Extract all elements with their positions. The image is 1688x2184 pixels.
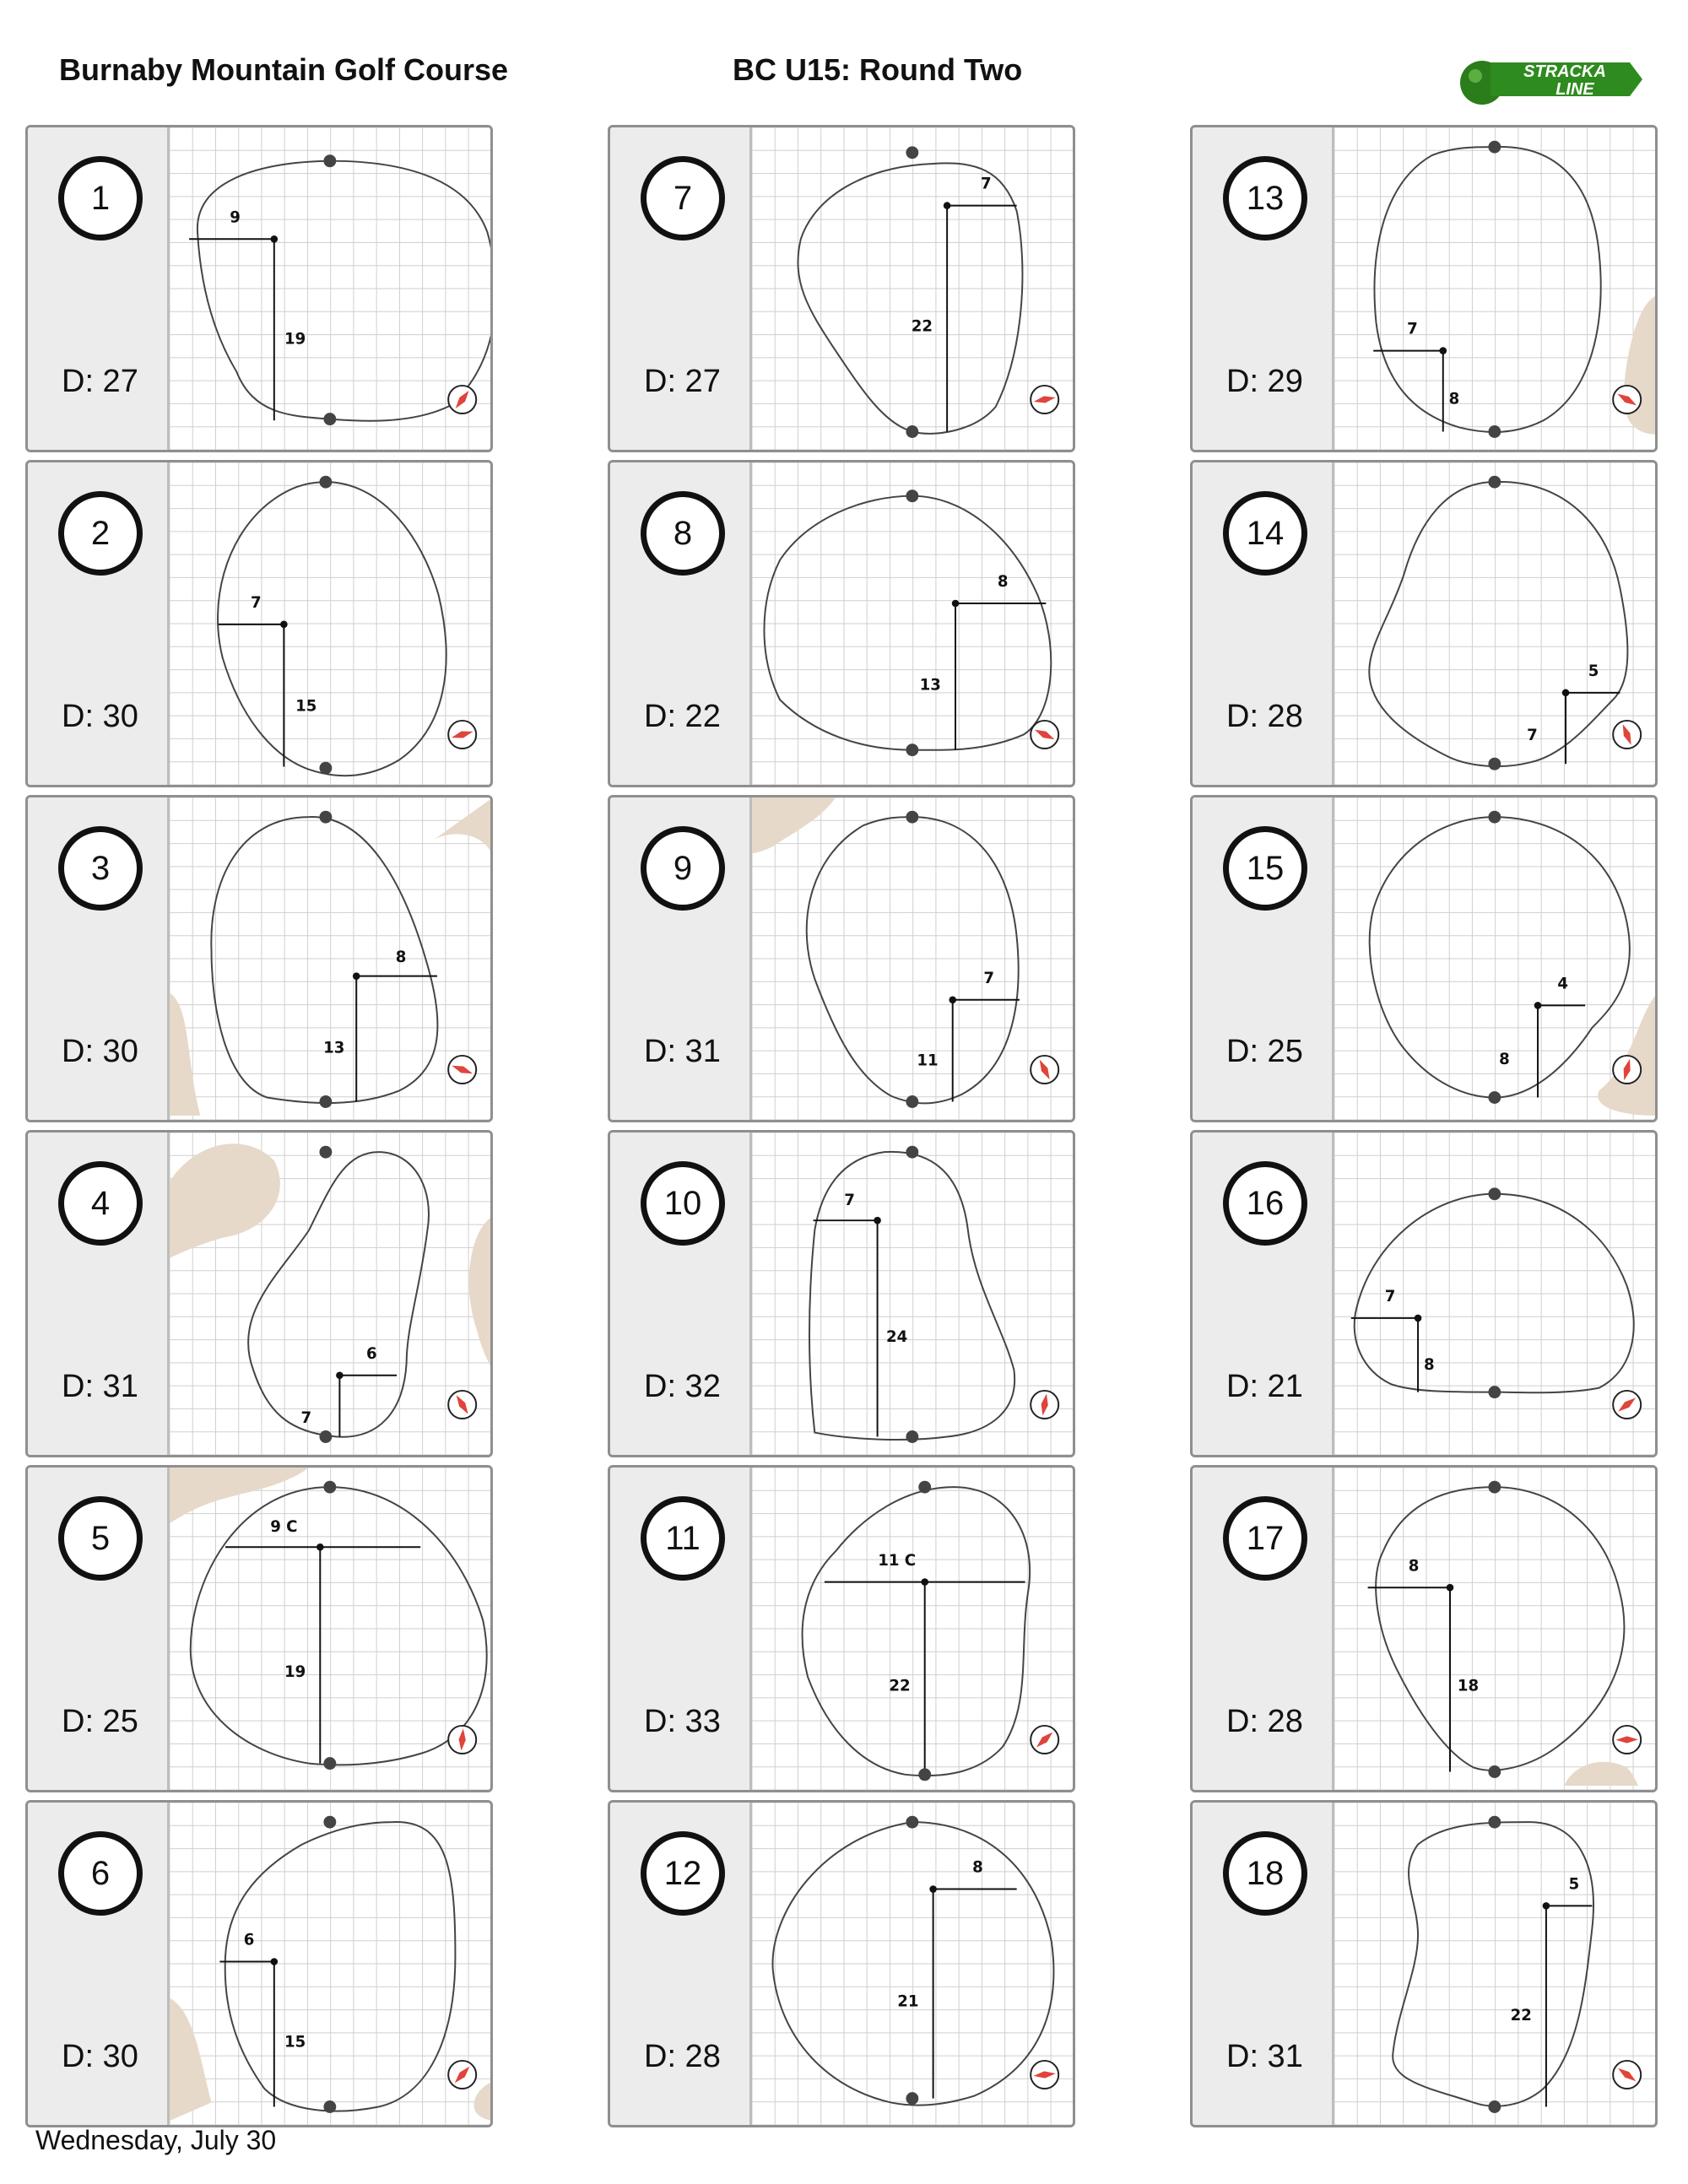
hole-card-16 — [1190, 1130, 1658, 1457]
hole-info-panel — [28, 1468, 170, 1790]
pin-marker — [1415, 1315, 1422, 1322]
green-edge-dot — [918, 1481, 931, 1494]
green-diagram — [1334, 797, 1658, 1120]
side-distance-label: 11 C — [878, 1551, 917, 1570]
depth-distance-label: 19 — [284, 330, 306, 349]
green-outline — [809, 1152, 1014, 1440]
grid-lines — [752, 1133, 1075, 1455]
grid-lines — [170, 1468, 493, 1790]
compass-icon — [448, 721, 476, 749]
green-outline — [764, 496, 1051, 750]
green-depth-label: D: 31 — [644, 1034, 721, 1069]
hole-info-panel — [610, 127, 752, 450]
green-diagram — [170, 127, 493, 450]
hole-number-badge: 2 — [58, 491, 143, 576]
hole-card-9 — [608, 795, 1075, 1122]
compass-icon — [1031, 721, 1058, 749]
depth-distance-label: 22 — [911, 317, 933, 336]
depth-distance-label: 22 — [889, 1677, 911, 1695]
hole-card-6 — [25, 1800, 493, 2127]
green-diagram — [170, 1803, 493, 2125]
hole-card-1 — [25, 125, 493, 452]
green-edge-dot — [319, 1095, 332, 1108]
green-diagram — [170, 797, 493, 1120]
hole-info-panel — [28, 1133, 170, 1455]
hole-number-badge: 1 — [58, 156, 143, 241]
bunker-shape — [752, 797, 836, 853]
side-distance-label: 8 — [972, 1858, 983, 1877]
side-distance-label: 6 — [243, 1931, 255, 1949]
hole-card-8 — [608, 460, 1075, 787]
compass-icon — [1613, 1391, 1641, 1419]
side-distance-label: 6 — [366, 1344, 377, 1363]
green-edge-dot — [1488, 758, 1501, 770]
green-depth-label: D: 30 — [62, 1034, 138, 1069]
green-edge-dot — [906, 743, 918, 756]
pin-marker — [1534, 1002, 1542, 1009]
grid-lines — [1334, 1468, 1658, 1790]
grid-lines — [752, 1468, 1075, 1790]
hole-card-14 — [1190, 460, 1658, 787]
bunker-shape — [170, 993, 200, 1116]
pin-marker — [280, 621, 288, 629]
green-depth-label: D: 29 — [1226, 364, 1303, 399]
logo-text-bottom: LINE — [1555, 80, 1594, 99]
green-diagram — [1334, 127, 1658, 450]
depth-distance-label: 8 — [1499, 1050, 1510, 1068]
green-depth-label: D: 28 — [1226, 699, 1303, 734]
pin-marker — [271, 235, 279, 243]
hole-number-badge: 15 — [1223, 826, 1307, 911]
hole-card-15 — [1190, 795, 1658, 1122]
green-outline — [191, 1487, 487, 1765]
hole-number-badge: 8 — [641, 491, 725, 576]
depth-distance-label: 18 — [1457, 1677, 1480, 1695]
green-depth-label: D: 27 — [62, 364, 138, 399]
green-diagram — [1334, 1468, 1658, 1790]
green-edge-dot — [906, 1146, 918, 1159]
green-diagram — [752, 1468, 1075, 1790]
hole-card-5 — [25, 1465, 493, 1792]
green-outline — [197, 161, 493, 421]
side-distance-label: 7 — [981, 175, 992, 193]
pin-marker — [353, 972, 360, 980]
hole-card-11 — [608, 1465, 1075, 1792]
hole-card-18 — [1190, 1800, 1658, 2127]
depth-distance-label: 7 — [1527, 727, 1538, 745]
hole-number-badge: 9 — [641, 826, 725, 911]
side-distance-label: 7 — [983, 969, 994, 987]
pin-marker — [1562, 689, 1570, 697]
stracka-line-logo — [1457, 51, 1649, 110]
green-depth-label: D: 33 — [644, 1704, 721, 1739]
depth-distance-label: 7 — [300, 1408, 312, 1427]
hole-number-badge: 7 — [641, 156, 725, 241]
bunker-shape — [170, 1468, 309, 1523]
pin-marker — [336, 1371, 344, 1379]
compass-icon — [1613, 2061, 1641, 2089]
green-edge-dot — [323, 2100, 336, 2113]
green-edge-dot — [906, 146, 918, 159]
pin-marker — [1439, 347, 1447, 354]
hole-card-7 — [608, 125, 1075, 452]
green-diagram — [752, 797, 1075, 1120]
side-distance-label: 7 — [1407, 320, 1418, 338]
grid-lines — [1334, 1133, 1658, 1455]
green-diagram — [1334, 1133, 1658, 1455]
green-outline — [218, 482, 446, 776]
green-edge-dot — [1488, 141, 1501, 154]
green-edge-dot — [906, 1095, 918, 1108]
side-distance-label: 7 — [1384, 1288, 1396, 1306]
depth-distance-label: 24 — [886, 1328, 908, 1347]
green-edge-dot — [1488, 811, 1501, 824]
green-edge-dot — [319, 476, 332, 489]
compass-icon — [1613, 1726, 1641, 1754]
pin-marker — [952, 600, 960, 608]
hole-info-panel — [1193, 1468, 1334, 1790]
hole-number-badge: 18 — [1223, 1831, 1307, 1916]
green-outline — [798, 163, 1022, 433]
grid-lines — [1334, 1803, 1658, 2125]
depth-distance-label: 8 — [1448, 390, 1460, 408]
grid-lines — [1334, 127, 1658, 450]
green-edge-dot — [1488, 476, 1501, 489]
hole-card-17 — [1190, 1465, 1658, 1792]
logo-text-top: STRACKA — [1523, 62, 1606, 81]
side-distance-label: 9 — [230, 208, 241, 227]
green-depth-label: D: 28 — [644, 2039, 721, 2074]
hole-info-panel — [1193, 1133, 1334, 1455]
green-diagram — [752, 1133, 1075, 1455]
event-date: Wednesday, July 30 — [35, 2125, 277, 2155]
pin-marker — [921, 1578, 928, 1586]
compass-icon — [448, 2061, 476, 2089]
hole-info-panel — [28, 462, 170, 785]
grid-lines — [1334, 797, 1658, 1120]
green-depth-label: D: 25 — [62, 1704, 138, 1739]
green-diagram — [170, 462, 493, 785]
green-diagram — [1334, 462, 1658, 785]
compass-icon — [448, 1726, 476, 1754]
compass-icon — [1031, 1391, 1058, 1419]
side-distance-label: 9 C — [270, 1518, 298, 1537]
hole-card-3 — [25, 795, 493, 1122]
hole-info-panel — [610, 1468, 752, 1790]
hole-number-badge: 3 — [58, 826, 143, 911]
hole-number-badge: 6 — [58, 1831, 143, 1916]
green-outline — [803, 1487, 1031, 1776]
depth-distance-label: 11 — [917, 1051, 939, 1070]
green-outline — [225, 1822, 456, 2111]
hole-info-panel — [1193, 462, 1334, 785]
pin-marker — [944, 202, 951, 209]
compass-icon — [448, 1391, 476, 1419]
hole-info-panel — [28, 797, 170, 1120]
pin-marker — [271, 1958, 279, 1965]
depth-distance-label: 15 — [284, 2033, 306, 2052]
green-edge-dot — [1488, 1091, 1501, 1104]
hole-card-13 — [1190, 125, 1658, 452]
green-outline — [1375, 147, 1601, 432]
hole-number-badge: 13 — [1223, 156, 1307, 241]
hole-card-4 — [25, 1130, 493, 1457]
green-edge-dot — [323, 1816, 336, 1829]
hole-number-badge: 5 — [58, 1496, 143, 1581]
green-edge-dot — [906, 425, 918, 438]
hole-number-badge: 11 — [641, 1496, 725, 1581]
hole-info-panel — [610, 1803, 752, 2125]
green-edge-dot — [319, 1430, 332, 1443]
green-depth-label: D: 30 — [62, 699, 138, 734]
hole-info-panel — [28, 127, 170, 450]
grid-lines — [752, 797, 1075, 1120]
green-edge-dot — [1488, 425, 1501, 438]
hole-card-10 — [608, 1130, 1075, 1457]
green-edge-dot — [323, 154, 336, 167]
green-depth-label: D: 31 — [62, 1369, 138, 1404]
compass-icon — [448, 1056, 476, 1084]
green-edge-dot — [906, 1430, 918, 1443]
bunker-shape — [170, 1998, 212, 2122]
hole-number-badge: 16 — [1223, 1161, 1307, 1246]
course-name: Burnaby Mountain Golf Course — [59, 52, 509, 87]
green-diagram — [170, 1133, 493, 1455]
side-distance-label: 7 — [844, 1191, 855, 1209]
green-diagram — [170, 1468, 493, 1790]
grid-lines — [170, 797, 493, 1120]
depth-distance-label: 8 — [1423, 1356, 1435, 1375]
depth-distance-label: 13 — [919, 676, 941, 695]
green-diagram — [752, 127, 1075, 450]
green-edge-dot — [323, 1481, 336, 1494]
green-edge-dot — [1488, 2100, 1501, 2113]
green-edge-dot — [1488, 1386, 1501, 1398]
grid-lines — [752, 1803, 1075, 2125]
green-edge-dot — [906, 2092, 918, 2105]
compass-icon — [1613, 386, 1641, 414]
compass-icon — [1031, 1056, 1058, 1084]
pin-marker — [949, 996, 956, 1003]
pin-marker — [1543, 1902, 1550, 1910]
green-edge-dot — [1488, 1816, 1501, 1829]
green-depth-label: D: 28 — [1226, 1704, 1303, 1739]
bunker-shape — [170, 1143, 280, 1258]
side-distance-label: 8 — [395, 949, 407, 967]
side-distance-label: 5 — [1588, 662, 1599, 681]
hole-info-panel — [1193, 127, 1334, 450]
hole-number-badge: 10 — [641, 1161, 725, 1246]
compass-icon — [1031, 1726, 1058, 1754]
green-edge-dot — [319, 811, 332, 824]
compass-icon — [1031, 386, 1058, 414]
hole-info-panel — [610, 462, 752, 785]
compass-icon — [448, 386, 476, 414]
green-edge-dot — [323, 413, 336, 425]
green-edge-dot — [906, 811, 918, 824]
hole-info-panel — [610, 797, 752, 1120]
hole-info-panel — [28, 1803, 170, 2125]
side-distance-label: 4 — [1557, 975, 1569, 993]
green-edge-dot — [1488, 1187, 1501, 1200]
compass-icon — [1613, 721, 1641, 749]
depth-distance-label: 22 — [1510, 2006, 1532, 2025]
hole-info-panel — [1193, 1803, 1334, 2125]
green-edge-dot — [906, 489, 918, 502]
pin-marker — [316, 1543, 324, 1551]
green-edge-dot — [918, 1768, 931, 1781]
green-outline — [1369, 482, 1627, 766]
hole-card-12 — [608, 1800, 1075, 2127]
green-edge-dot — [319, 762, 332, 775]
compass-icon — [1613, 1056, 1641, 1084]
side-distance-label: 8 — [1408, 1557, 1420, 1576]
hole-info-panel — [610, 1133, 752, 1455]
green-depth-label: D: 32 — [644, 1369, 721, 1404]
side-distance-label: 8 — [997, 573, 1009, 592]
side-distance-label: 7 — [251, 593, 262, 612]
hole-card-2 — [25, 460, 493, 787]
green-depth-label: D: 31 — [1226, 2039, 1303, 2074]
grid-lines — [752, 127, 1075, 450]
green-depth-label: D: 27 — [644, 364, 721, 399]
green-edge-dot — [906, 1816, 918, 1829]
depth-distance-label: 15 — [295, 697, 317, 716]
green-edge-dot — [1488, 1765, 1501, 1778]
depth-distance-label: 19 — [284, 1663, 306, 1682]
hole-number-badge: 4 — [58, 1161, 143, 1246]
green-edge-dot — [323, 1757, 336, 1770]
hole-number-badge: 17 — [1223, 1496, 1307, 1581]
bunker-shape — [469, 1216, 493, 1370]
hole-number-badge: 12 — [641, 1831, 725, 1916]
grid-lines — [752, 462, 1075, 785]
hole-number-badge: 14 — [1223, 491, 1307, 576]
compass-icon — [1031, 2061, 1058, 2089]
depth-distance-label: 21 — [897, 1992, 919, 2011]
grid-lines — [170, 127, 493, 450]
pin-marker — [874, 1217, 881, 1224]
depth-distance-label: 13 — [323, 1039, 345, 1057]
green-depth-label: D: 30 — [62, 2039, 138, 2074]
green-diagram — [752, 462, 1075, 785]
pin-marker — [1447, 1584, 1454, 1592]
pin-marker — [929, 1885, 937, 1893]
hole-info-panel — [1193, 797, 1334, 1120]
green-edge-dot — [319, 1146, 332, 1159]
green-edge-dot — [1488, 1481, 1501, 1494]
green-diagram — [1334, 1803, 1658, 2125]
green-depth-label: D: 21 — [1226, 1369, 1303, 1404]
event-title: BC U15: Round Two — [733, 52, 1023, 87]
green-diagram — [752, 1803, 1075, 2125]
grid-lines — [170, 1803, 493, 2125]
green-depth-label: D: 25 — [1226, 1034, 1303, 1069]
bunker-shape — [473, 2082, 493, 2121]
side-distance-label: 5 — [1568, 1875, 1580, 1894]
bunker-shape — [1564, 1762, 1637, 1786]
bunker-shape — [435, 797, 493, 979]
green-depth-label: D: 22 — [644, 699, 721, 734]
